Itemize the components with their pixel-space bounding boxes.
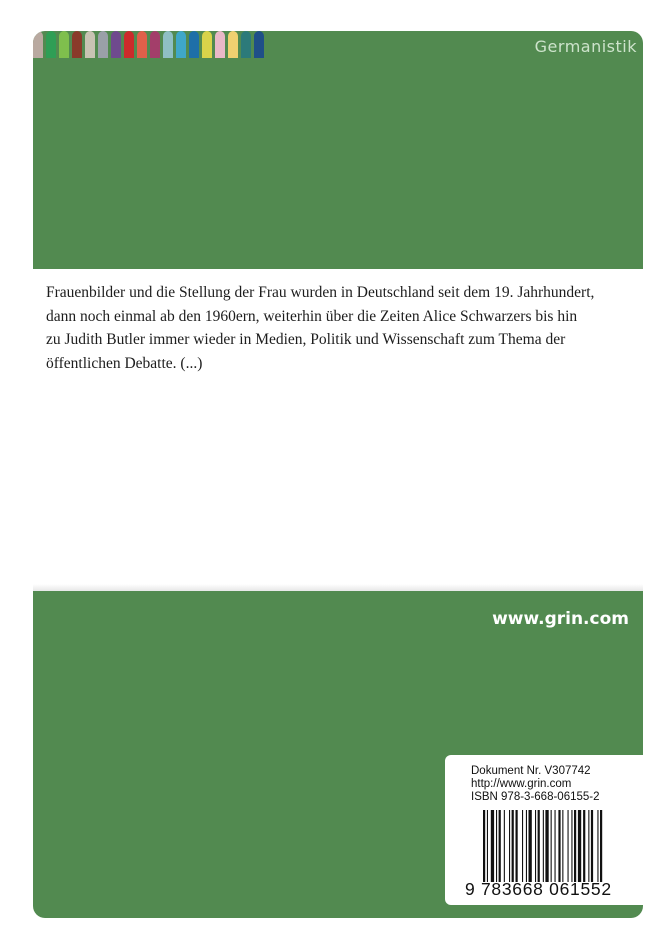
- barcode-icon: [483, 810, 629, 882]
- color-tab: [33, 31, 43, 58]
- color-tab: [254, 31, 264, 58]
- color-tab: [46, 31, 56, 58]
- blurb-line: dann noch einmal ab den 1960ern, weiterhin über die Zeiten Alice Schwarzers bis hin: [46, 307, 578, 325]
- color-tab: [215, 31, 225, 58]
- color-tab: [124, 31, 134, 58]
- top-color-band: [33, 31, 643, 269]
- category-label: Germanistik: [534, 37, 637, 56]
- color-tab: [72, 31, 82, 58]
- isbn-text: ISBN 978-3-668-06155-2: [471, 791, 600, 803]
- blurb-text: [46, 281, 631, 375]
- book-back-cover: [33, 31, 643, 918]
- color-tab: [111, 31, 121, 58]
- color-tab: [98, 31, 108, 58]
- bottom-color-band: [33, 591, 643, 918]
- barcode-info: [471, 765, 600, 804]
- color-tab: [150, 31, 160, 58]
- color-tabs: [33, 31, 267, 58]
- color-tab: [85, 31, 95, 58]
- document-number: Dokument Nr. V307742: [471, 765, 591, 777]
- color-tab: [228, 31, 238, 58]
- color-tab: [189, 31, 199, 58]
- color-tab: [137, 31, 147, 58]
- barcode-panel: [445, 755, 643, 905]
- color-tab: [59, 31, 69, 58]
- color-tab: [202, 31, 212, 58]
- blurb-line: zu Judith Butler immer wieder in Medien, Politik und Wissenschaft zum Thema der: [46, 331, 566, 348]
- barcode-digits: 9 783668 061552: [465, 879, 612, 899]
- color-tab: [176, 31, 186, 58]
- color-tab: [241, 31, 251, 58]
- publisher-url: http://www.grin.com: [471, 778, 572, 790]
- blurb-line: Frauenbilder und die Stellung der Frau wurden in Deutschland seit dem 19. Jahrhundert,: [46, 284, 595, 301]
- blurb-line: öffentlichen Debatte. (...): [46, 354, 203, 372]
- color-tab: [163, 31, 173, 58]
- divider-shadow: [33, 584, 643, 591]
- website-label: www.grin.com: [492, 609, 629, 629]
